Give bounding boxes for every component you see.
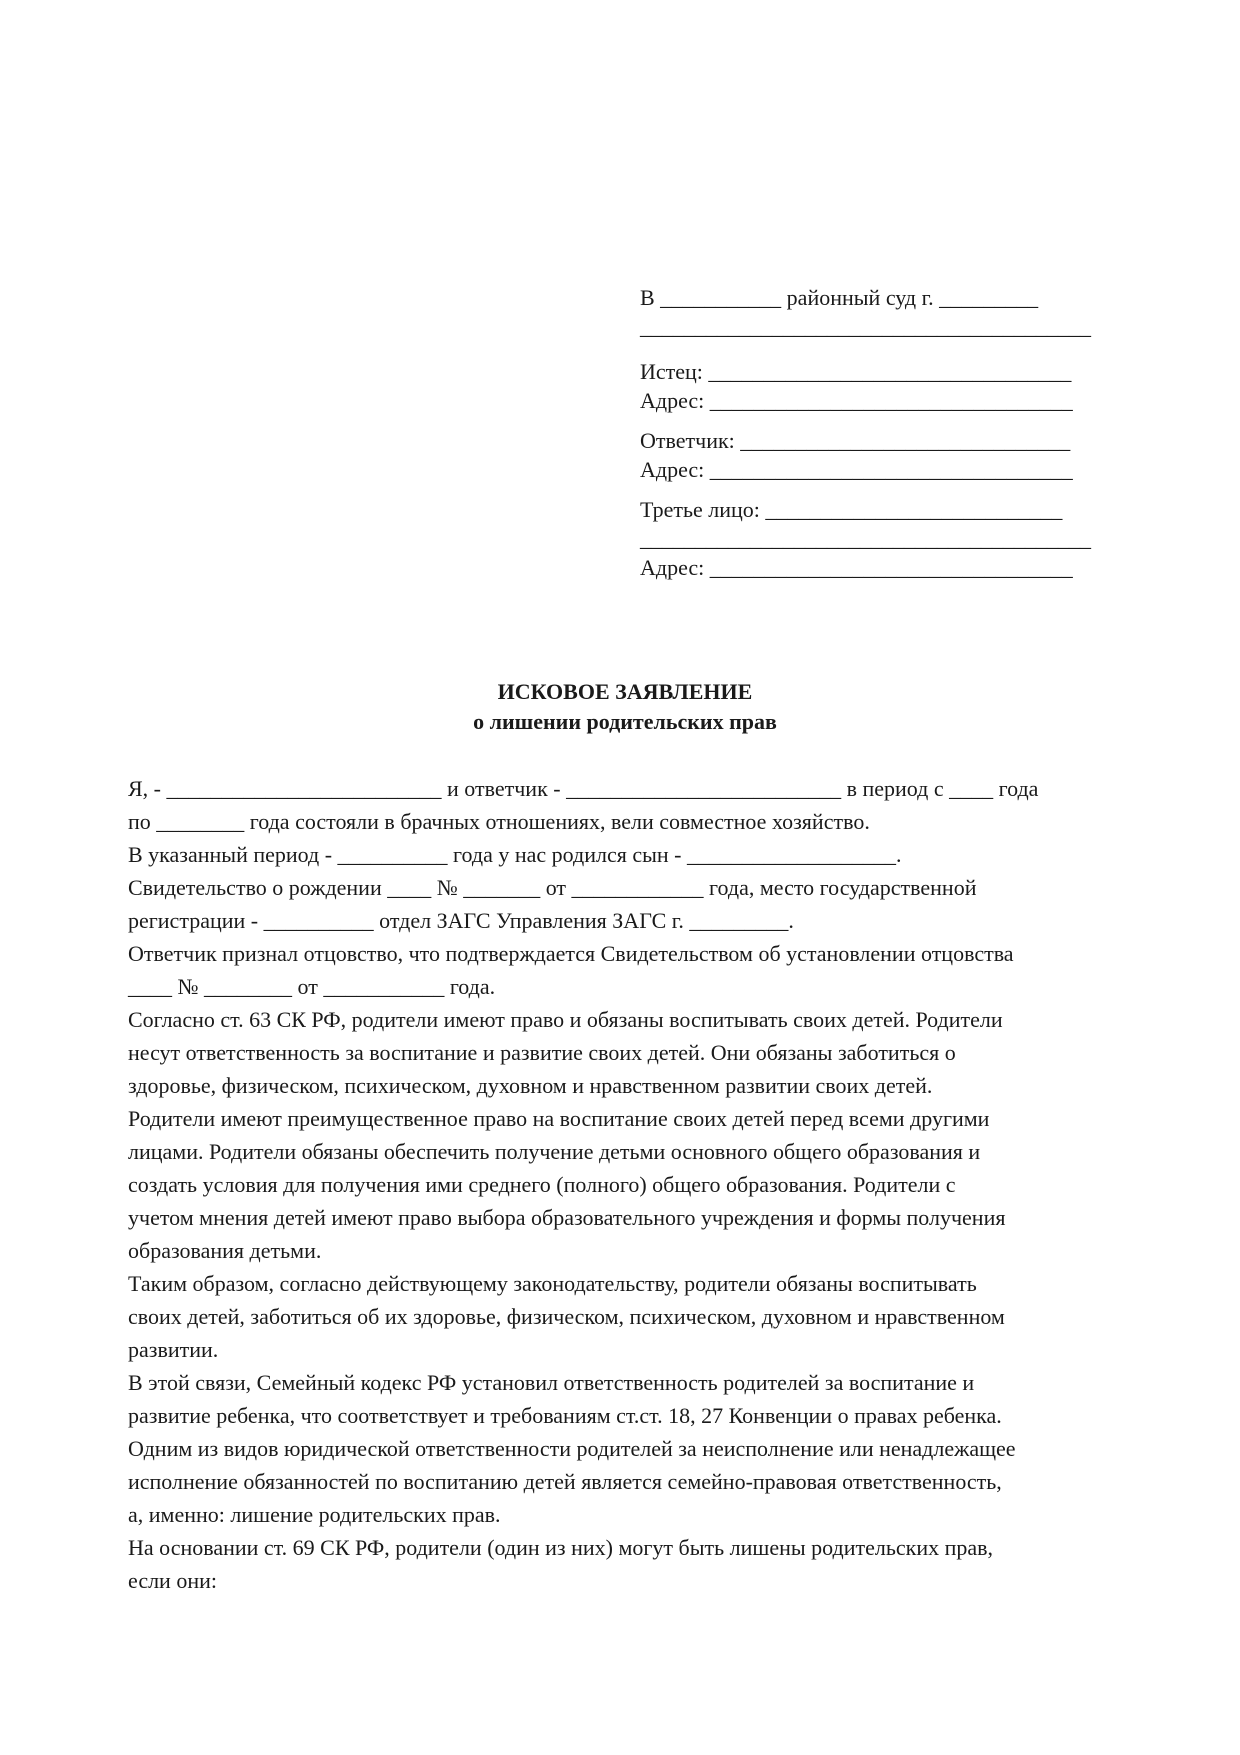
document-title	[0, 677, 1240, 737]
body-line: несут ответственность за воспитание и развитие своих детей. Они обязаны заботиться о	[128, 1040, 956, 1065]
defendant-line: Ответчик: ______________________________	[640, 428, 1071, 453]
court-line: В ___________ районный суд г. _________	[640, 285, 1039, 310]
third-party-line: Третье лицо: ___________________________	[640, 497, 1063, 522]
body-line: своих детей, заботиться об их здоровье, физическом, психическом, духовном и нравственном	[128, 1304, 1005, 1329]
body-line: Согласно ст. 63 СК РФ, родители имеют право и обязаны воспитывать своих детей. Родители	[128, 1007, 1003, 1032]
body-line: а, именно: лишение родительских прав.	[128, 1502, 501, 1527]
defendant-address-line: Адрес: _________________________________	[640, 457, 1073, 482]
third-party-line-continuation: _________________________________________	[640, 526, 1091, 551]
body-line: развитие ребенка, что соответствует и требованиям ст.ст. 18, 27 Конвенции о правах ребенка.	[128, 1403, 1002, 1428]
addressee-block	[640, 283, 1110, 582]
plaintiff-address-line: Адрес: _________________________________	[640, 388, 1073, 413]
body-line: ____ № ________ от ___________ года.	[128, 974, 496, 999]
body-line: В этой связи, Семейный кодекс РФ установил ответственность родителей за воспитание и	[128, 1370, 975, 1395]
plaintiff-line: Истец: _________________________________	[640, 359, 1072, 384]
body-line: по ________ года состояли в брачных отношениях, вели совместное хозяйство.	[128, 809, 870, 834]
body-line: Таким образом, согласно действующему законодательству, родители обязаны воспитывать	[128, 1271, 977, 1296]
body-line: Родители имеют преимущественное право на воспитание своих детей перед всеми другими	[128, 1106, 990, 1131]
court-line-continuation: _________________________________________	[640, 314, 1091, 339]
body-line: здоровье, физическом, психическом, духовном и нравственном развитии своих детей.	[128, 1073, 933, 1098]
body-line: Одним из видов юридической ответственности родителей за неисполнение или ненадлежащее	[128, 1436, 1016, 1461]
body-line: На основании ст. 69 СК РФ, родители (один из них) могут быть лишены родительских прав,	[128, 1535, 994, 1560]
body-line: Свидетельство о рождении ____ № _______ от ____________ года, место государственной	[128, 875, 977, 900]
document-body	[128, 772, 1138, 1597]
body-line: лицами. Родители обязаны обеспечить получение детьми основного общего образования и	[128, 1139, 981, 1164]
body-line: В указанный период - __________ года у нас родился сын - ___________________.	[128, 842, 902, 867]
body-line: развитии.	[128, 1337, 219, 1362]
body-line: если они:	[128, 1568, 217, 1593]
body-line: Ответчик признал отцовство, что подтверждается Свидетельством об установлении отцовства	[128, 941, 1014, 966]
title-subtitle: о лишении родительских прав	[473, 709, 777, 734]
body-line: исполнение обязанностей по воспитанию детей является семейно-правовая ответственность,	[128, 1469, 1002, 1494]
body-line: создать условия для получения ими среднего (полного) общего образования. Родители с	[128, 1172, 956, 1197]
body-line: образования детьми.	[128, 1238, 322, 1263]
body-line: учетом мнения детей имеют право выбора образовательного учреждения и формы получения	[128, 1205, 1006, 1230]
body-line: Я, - _________________________ и ответчик - _________________________ в период с ____ года	[128, 776, 1039, 801]
title-main: ИСКОВОЕ ЗАЯВЛЕНИЕ	[497, 679, 753, 704]
third-party-address-line: Адрес: _________________________________	[640, 555, 1073, 580]
body-line: регистрации - __________ отдел ЗАГС Управления ЗАГС г. _________.	[128, 908, 794, 933]
